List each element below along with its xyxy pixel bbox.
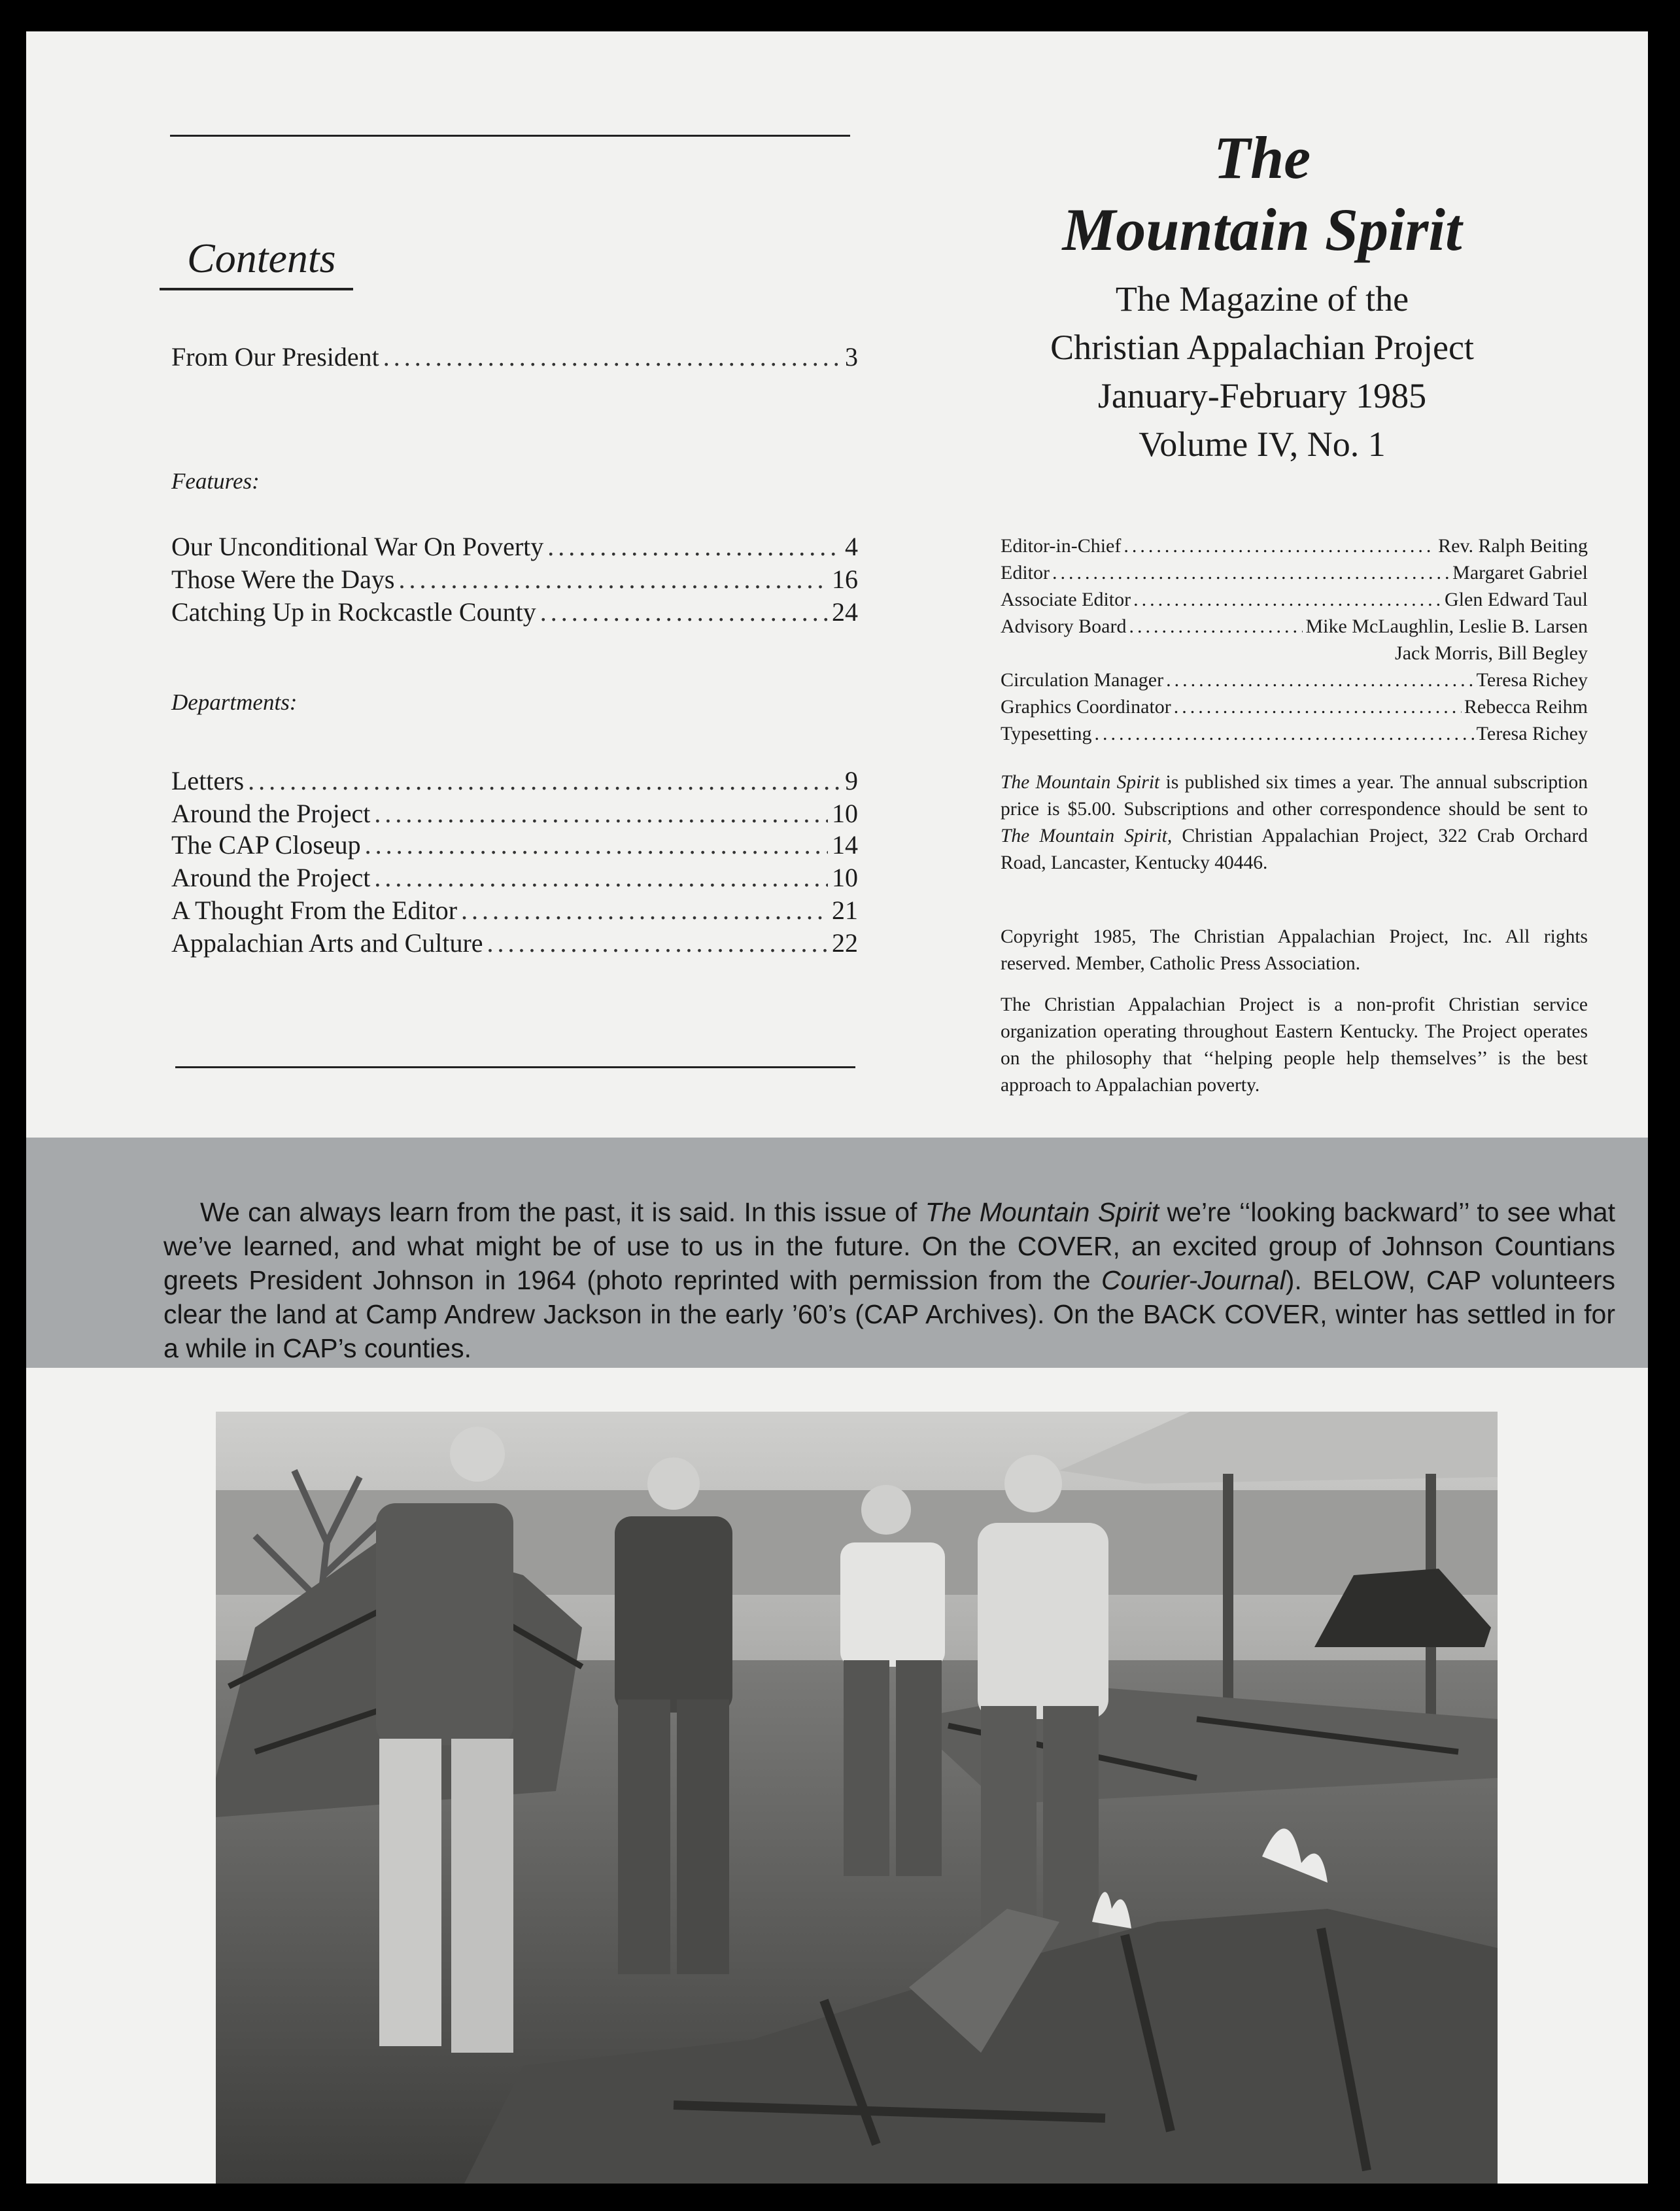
staff-role: Circulation Manager [1001, 669, 1164, 691]
dot-leader [398, 564, 828, 595]
magazine-name: The Mountain Spirit, [1001, 826, 1173, 846]
magazine-title-line2: Mountain Spirit [1062, 196, 1462, 263]
toc-entry-page: 14 [832, 830, 858, 860]
subscription-paragraph [1001, 769, 1588, 877]
staff-row [1001, 586, 1588, 613]
intro-paragraph [163, 1195, 1615, 1365]
staff-row [1001, 667, 1588, 693]
toc-entry [171, 895, 858, 926]
staff-row [1001, 720, 1588, 747]
dot-leader [374, 798, 828, 829]
toc-entry-title: From Our President [171, 342, 379, 372]
dot-leader [1123, 532, 1435, 559]
dot-leader [1174, 693, 1462, 720]
volunteers-photo [216, 1412, 1498, 2184]
intro-italic: Courier-Journal [1101, 1265, 1286, 1295]
magazine-subtitle-line1: The Magazine of the [1115, 279, 1409, 319]
toc-entry-page: 24 [832, 597, 858, 627]
dot-leader [1133, 586, 1442, 613]
staff-row [1001, 559, 1588, 586]
toc-entry-page: 4 [845, 532, 858, 561]
toc-entry-page: 21 [832, 896, 858, 925]
toc-entry [171, 928, 858, 959]
staff-name: Rev. Ralph Beiting [1438, 535, 1588, 557]
staff-role: Associate Editor [1001, 589, 1131, 610]
intro-text: We can always learn from the past, it is said. In this issue of [200, 1197, 925, 1227]
staff-role: Advisory Board [1001, 616, 1127, 637]
toc-entry-title: Those Were the Days [171, 565, 395, 594]
magazine-subtitle-line2: Christian Appalachian Project [1050, 328, 1474, 367]
toc-entry-title: Our Unconditional War On Poverty [171, 532, 544, 561]
dot-leader [1166, 667, 1474, 693]
toc-entry-title: Around the Project [171, 863, 371, 892]
about-paragraph: The Christian Appalachian Project is a non-profit Christian service organization operating throughout Eastern Kentucky. The Project operates on the philosophy that ‘‘helping people help themselves’’ is the best approach to Appalachian poverty. [1001, 994, 1588, 1096]
toc-entry-page: 10 [832, 863, 858, 892]
subscription-text: is published six times a year. The annual subscription price is $5.00. Subscriptions and other correspondence should be sent to [1001, 772, 1588, 820]
dot-leader [547, 531, 841, 563]
toc-entry [171, 597, 858, 628]
contents-heading: Contents [160, 234, 353, 290]
toc-entry-title: Appalachian Arts and Culture [171, 928, 483, 958]
toc-entry [171, 862, 858, 894]
toc-entry-page: 16 [832, 565, 858, 594]
toc-entry-page: 10 [832, 799, 858, 828]
staff-name: Teresa Richey [1476, 669, 1588, 691]
intro-text: ). BELOW, CAP volunteers clear the land at Camp Andrew Jackson in the early ’60’s (CAP Archives). On the BACK COVER, winter has settled in for a while in CAP’s counties. [163, 1265, 1615, 1363]
intro-text: we’re ‘‘looking backward’’ to see what we’ve learned, and what might be of use to us in the future. On the COVER, an excited group of Johnson Countians greets President Johnson in 1964 (photo reprinted with permission from the [163, 1197, 1615, 1295]
volume-number: Volume IV, No. 1 [1139, 425, 1386, 464]
magazine-title-line1: The [1213, 124, 1311, 191]
toc-entry [171, 564, 858, 595]
shed-post [1223, 1474, 1233, 1709]
toc-entry-page: 22 [832, 928, 858, 958]
magazine-name: The Mountain Spirit [1001, 772, 1160, 793]
dot-leader [383, 341, 841, 373]
staff-role: Editor [1001, 562, 1050, 583]
toc-entry-page: 9 [845, 766, 858, 795]
toc-entry [171, 531, 858, 563]
dot-leader [248, 765, 841, 797]
toc-entry-title: A Thought From the Editor [171, 896, 458, 925]
dot-leader [1095, 720, 1474, 747]
staff-row [1001, 693, 1588, 720]
dot-leader [1052, 559, 1450, 586]
staff-role: Typesetting [1001, 723, 1092, 744]
dot-leader [365, 829, 828, 861]
contents-bottom-rule [175, 1066, 855, 1068]
contents-top-rule [170, 135, 850, 137]
magazine-page [26, 31, 1648, 2184]
toc-entry [171, 765, 858, 797]
dot-leader [1129, 613, 1303, 640]
toc-entry-page: 3 [845, 342, 858, 372]
copyright-paragraph: Copyright 1985, The Christian Appalachian Project, Inc. All rights reserved. Member, Catholic Press Association. [1001, 926, 1588, 974]
staff-name: Mike McLaughlin, Leslie B. Larsen [1305, 616, 1588, 637]
person-sweatshirt [978, 1455, 1108, 1955]
intro-band [26, 1138, 1648, 1368]
staff-role: Graphics Coordinator [1001, 696, 1171, 718]
toc-entry-title: Letters [171, 766, 245, 795]
staff-row [1001, 532, 1588, 559]
masthead [987, 122, 1537, 468]
issue-date: January-February 1985 [1097, 376, 1427, 415]
subscription-address: Christian Appalachian Project, 322 Crab Orchard Road, Lancaster, Kentucky 40446. [1001, 826, 1588, 873]
staff-name-continued: Jack Morris, Bill Begley [1395, 642, 1588, 664]
dot-leader [487, 928, 828, 959]
dot-leader [374, 862, 828, 894]
departments-label: Departments: [171, 689, 298, 715]
staff-role: Editor-in-Chief [1001, 535, 1122, 557]
toc-entry [171, 829, 858, 861]
staff-name: Teresa Richey [1476, 723, 1588, 744]
dot-leader [461, 895, 828, 926]
toc-entry [171, 341, 858, 373]
staff-list [1001, 532, 1588, 747]
toc-entry [171, 798, 858, 829]
toc-entry-title: The CAP Closeup [171, 830, 361, 860]
staff-name: Glen Edward Taul [1445, 589, 1588, 610]
features-label: Features: [171, 468, 260, 494]
staff-name: Rebecca Reihm [1464, 696, 1588, 718]
dot-leader [540, 597, 828, 628]
intro-italic: The Mountain Spirit [925, 1197, 1159, 1227]
toc-entry-title: Catching Up in Rockcastle County [171, 597, 536, 627]
staff-row [1001, 613, 1588, 640]
toc-entry-title: Around the Project [171, 799, 371, 828]
staff-name: Margaret Gabriel [1452, 562, 1588, 583]
